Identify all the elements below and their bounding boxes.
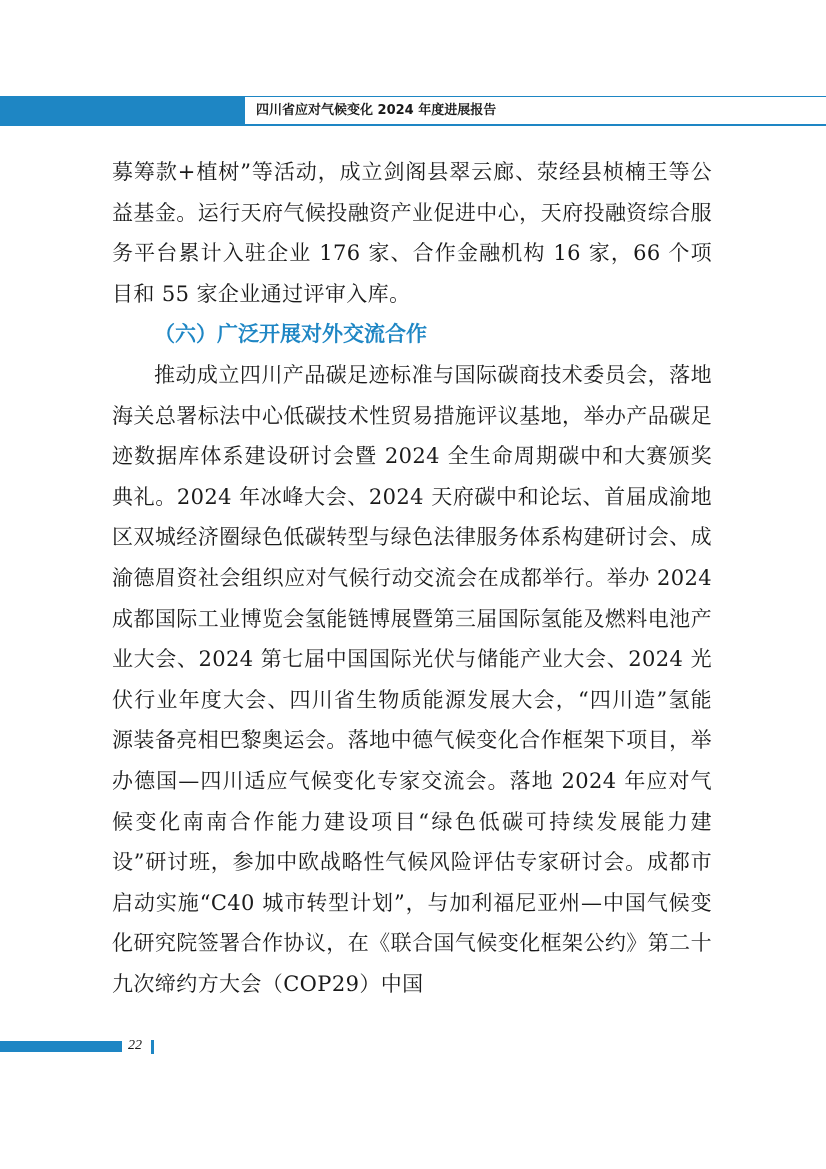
header-accent-bar: [0, 96, 245, 126]
paragraph-exchange-cooperation: 推动成立四川产品碳足迹标准与国际碳商技术委员会，落地海关总署标法中心低碳技术性贸易措施评议基地，举办产品碳足迹数据库体系建设研讨会暨 2024 全生命周期碳中和大赛颁奖典礼。2024 年冰峰大会、2024 天府碳中和论坛、首届成渝地区双城经济圈绿色低碳转型与绿色法律服务体系构建研讨会、成渝德眉资社会组织应对气候行动交流会在成都举行。举办 2024 成都国际工业博览会氢能链博展暨第三届国际氢能及燃料电池产业大会、2024 第七届中国国际光伏与储能产业大会、2024 光伏行业年度大会、四川省生物质能源发展大会，“四川造”氢能源装备亮相巴黎奥运会。落地中德气候变化合作框架下项目，举办德国—四川适应气候变化专家交流会。落地 2024 年应对气候变化南南合作能力建设项目“绿色低碳可持续发展能力建设”研讨班，参加中欧战略性气候风险评估专家研讨会。成都市启动实施“C40 城市转型计划”，与加利福尼亚州—中国气候变化研究院签署合作协议，在《联合国气候变化框架公约》第二十九次缔约方大会（COP29）中国: [112, 362, 712, 996]
section-heading: （六）广泛开展对外交流合作: [154, 321, 427, 347]
body-text: [112, 152, 712, 1004]
page-number-tick: [151, 1040, 154, 1054]
running-header-title: 四川省应对气候变化 2024 年度进展报告: [256, 103, 497, 118]
page-number: 22: [128, 1038, 142, 1053]
footer-accent-bar: [0, 1041, 122, 1052]
paragraph-continuation: 募筹款+植树”等活动，成立剑阁县翠云廊、荥经县桢楠王等公益基金。运行天府气候投融资产业促进中心，天府投融资综合服务平台累计入驻企业 176 家、合作金融机构 16 家，66 个项目和 55 家企业通过评审入库。: [112, 160, 712, 306]
